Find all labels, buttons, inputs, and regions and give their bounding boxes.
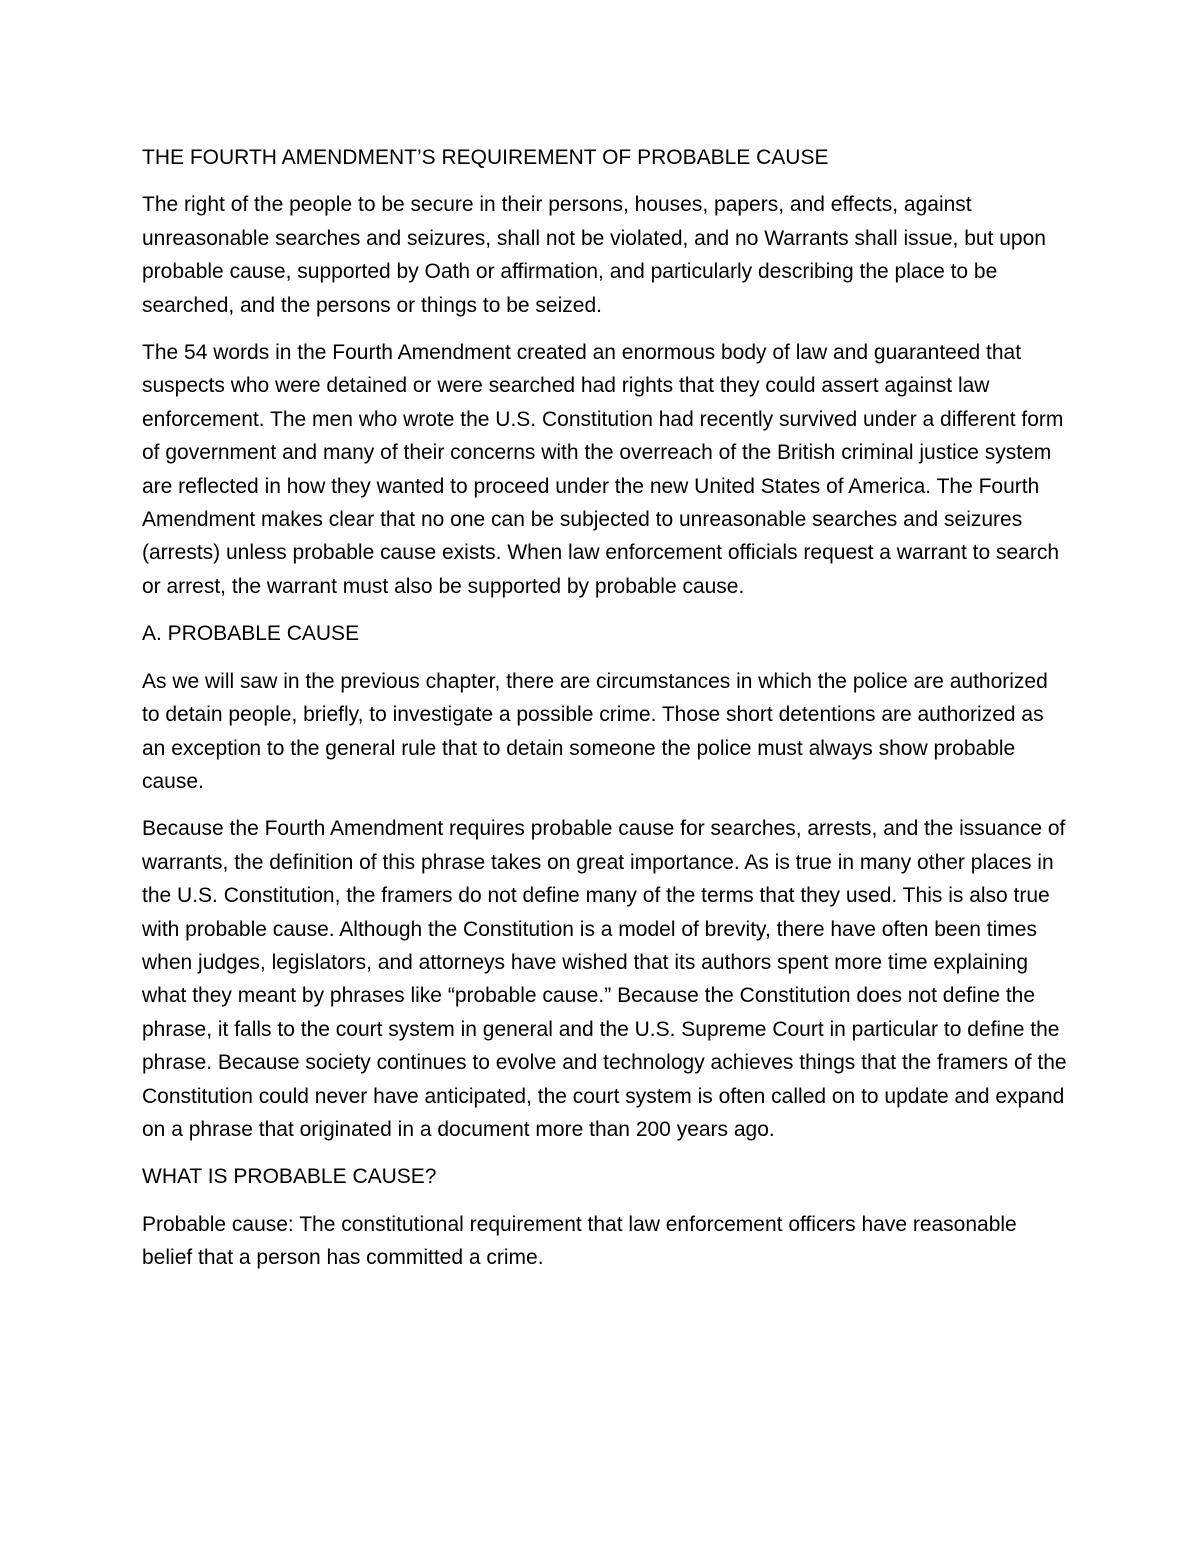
document-title: THE FOURTH AMENDMENT’S REQUIREMENT OF PROBABLE CAUSE [142, 146, 829, 169]
section-a-paragraph-2: Because the Fourth Amendment requires probable cause for searches, arrests, and the issuance of warrants, the definition of this phrase takes on great importance. As is true in many other places in the U.S. Constitution, the framers do not define many of the terms that they used. This is also true with probable cause. Although the Constitution is a model of brevity, there have often been times when judges, legislators, and attorneys have wished that its authors spent more time explaining what they meant by phrases like “probable cause.” Because the Constitution does not define the phrase, it falls to the court system in general and the U.S. Supreme Court in particular to define the phrase. Because society continues to evolve and technology achieves things that the framers of the Constitution could never have anticipated, the court system is often called on to update and expand on a phrase that originated in a document more than 200 years ago. [142, 817, 1067, 1141]
section-a-paragraph-1: As we will saw in the previous chapter, there are circumstances in which the police are authorized to detain people, briefly, to investigate a possible crime. Those short detentions are authorized as an exception to the general rule that to detain someone the police must always show probable cause. [142, 669, 1048, 793]
what-is-probable-cause-heading: WHAT IS PROBABLE CAUSE? [142, 1165, 437, 1189]
amendment-quote-paragraph: The right of the people to be secure in their persons, houses, papers, and effects, against unreasonable searches and seizures, shall not be violated, and no Warrants shall issue, but upon probable cause, supported by Oath or affirmation, and particularly describing the place to be searched, and the persons or things to be seized. [142, 193, 1046, 317]
section-a-heading: A. PROBABLE CAUSE [142, 622, 360, 646]
intro-paragraph: The 54 words in the Fourth Amendment created an enormous body of law and guaranteed that suspects who were detained or were searched had rights that they could assert against law enforcement. The men who wrote the U.S. Constitution had recently survived under a different form of government and many of their concerns with the overreach of the British criminal justice system are reflected in how they wanted to proceed under the new United States of America. The Fourth Amendment makes clear that no one can be subjected to unreasonable searches and seizures (arrests) unless probable cause exists. When law enforcement officials request a warrant to search or arrest, the warrant must also be supported by probable cause. [142, 341, 1064, 598]
document-page [142, 141, 1067, 1289]
definition-paragraph: Probable cause: The constitutional requirement that law enforcement officers have reasonable belief that a person has committed a crime. [142, 1212, 1017, 1270]
